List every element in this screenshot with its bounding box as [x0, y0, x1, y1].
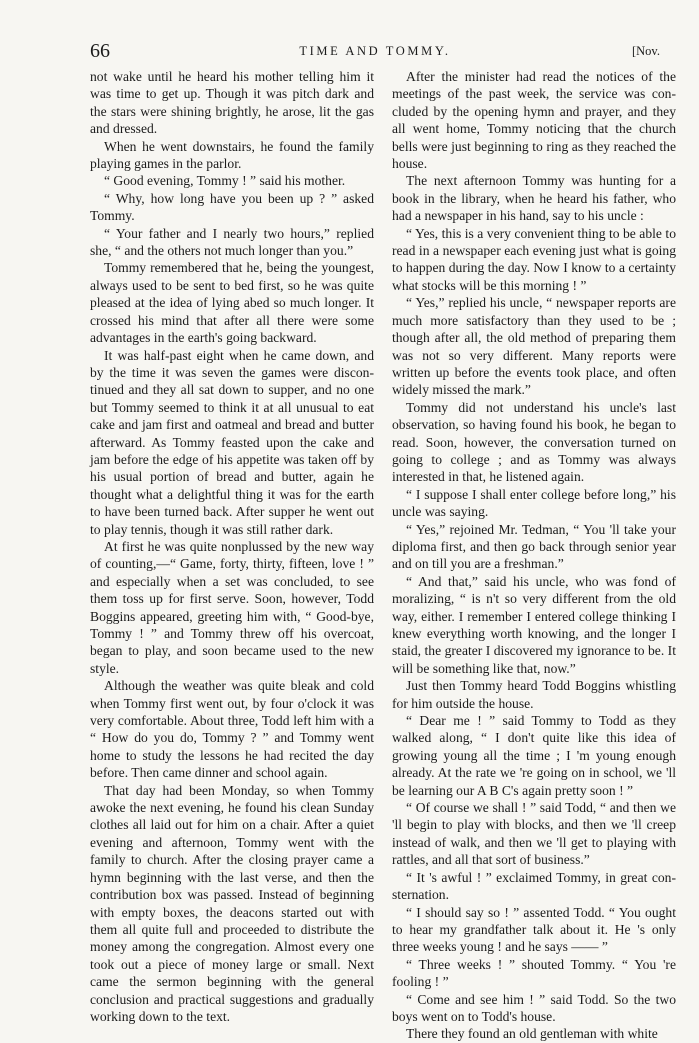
paragraph: That day had been Monday, so when Tommy awoke the next evening, he found his clean Sunday clothes all laid out for him on a chair. After a quiet evening and afternoon, Tommy went with the family to church. After the closing prayer came a hymn beginning with the last verse, and then the contribution box was passed. Instead of beginning with empty boxes, the deacons started out with them all quite full and proceeded to distribute the money among the congregation. Almost every one took out a piece of money large or small. Next came the sermon beginning with the general conclusion and practical suggestions and gradually working down to the text.: [90, 782, 374, 1024]
right-column: [392, 68, 676, 1043]
page-number: 66: [90, 40, 110, 62]
paragraph: Although the weather was quite bleak and cold when Tommy first went out, by four o'clock it was very comfortable. About three, Todd left him with a “ How do you do, Tommy ? ” and Tommy went home to study the lessons he had recited the day before. Then came dinner and school again.: [90, 678, 374, 781]
paragraph: There they found an old gentleman with white: [406, 1026, 658, 1042]
paragraph: “ Yes,” replied his uncle, “ newspaper reports are much more satisfactory than they used to be ; though after all, the old method of preparing them was not so very different. Many reports were written up before the events took place, and often widely missed the mark.”: [392, 295, 676, 398]
paragraph: “ It 's awful ! ” exclaimed Tommy, in great consternation.: [392, 869, 676, 903]
paragraph: “ Yes,” rejoined Mr. Tedman, “ You 'll take your diploma first, and then go back through senior year and on till you are a freshman.”: [392, 521, 676, 572]
paragraph: “ And that,” said his uncle, who was fond of moralizing, “ is n't so very different from the old way, either. I remember I entered college thinking I knew everything worth knowing, and the longer I staid, the greater I discovered my ignorance to be. It will be something like that, now.”: [392, 573, 676, 676]
issue-month: [Nov.: [631, 44, 660, 58]
paragraph: Tommy remembered that he, being the youngest, always used to be sent to bed first, so he was quite pleased at the idea of lying abed so much longer. It crossed his mind that after all there were some advantages in the earth's going backward.: [90, 260, 374, 346]
paragraph: “ Good evening, Tommy ! ” said his mother.: [104, 173, 346, 189]
paragraph: The next afternoon Tommy was hunting for a book in the library, when he heard his father, who had a newspaper in his hand, say to his uncle :: [392, 173, 676, 224]
paragraph: not wake until he heard his mother telling him it was time to get up. Though it was pitch dark and the stars were shining brightly, he arose, lit the gas and dressed.: [90, 69, 374, 137]
paragraph: “ Three weeks ! ” shouted Tommy. “ You 're fooling ! ”: [392, 956, 676, 990]
paragraph: When he went downstairs, he found the family playing games in the parlor.: [90, 138, 374, 172]
running-title: TIME AND TOMMY.: [299, 44, 451, 58]
paragraph: “ Why, how long have you been up ? ” asked Tommy.: [90, 190, 374, 224]
paragraph: It was half-past eight when he came down, and by the time it was seven the games were discontinued and they all sat down to supper, and no one but Tommy seemed to think it at all unusual to eat cake and jam first and oatmeal and bread and butter afterward. As Tommy feasted upon the cake and jam before the edge of his appetite was taken off by his usual portion of bread and butter, again he thought what a delightful thing it was for the earth to have been turned back. After supper he went out to play tennis, though it was still rather dark.: [90, 347, 374, 537]
left-column: [90, 68, 374, 1025]
paragraph: Tommy did not understand his uncle's last observation, so having found his book, he began to read. Soon, however, the conversation turned on going to college ; and as Tommy was always interested in that, he listened again.: [392, 399, 676, 485]
paragraph: “ I suppose I shall enter college before long,” his uncle was saying.: [392, 486, 676, 520]
paragraph: “ Yes, this is a very convenient thing to be able to read in a newspaper each evening just what is going to happen during the day. Now I know to a certainty what stocks will be this morning ! ”: [392, 225, 676, 293]
paragraph: After the minister had read the notices of the meetings of the past week, the service was concluded by the opening hymn and prayer, and they all went home, Tommy noticing that the church bells were just beginning to ring as they reached the house.: [392, 69, 676, 172]
page-header: [90, 40, 660, 64]
paragraph: “ Dear me ! ” said Tommy to Todd as they walked along, “ I don't quite like this idea of growing young all the time ; I 'm young enough already. At the rate we 're going on in school, we 'll be learning our A B C's again pretty soon ! ”: [392, 713, 676, 798]
paragraph: “ Come and see him ! ” said Todd. So the two boys went on to Todd's house.: [392, 991, 676, 1024]
paragraph: “ Your father and I nearly two hours,” replied she, “ and the others not much longer than you.”: [90, 225, 374, 259]
paragraph: “ I should say so ! ” assented Todd. “ You ought to hear my grandfather talk about it. He 's only three weeks young ! and he says —— ”: [392, 904, 676, 955]
paragraph: “ Of course we shall ! ” said Todd, “ and then we 'll begin to play with blocks, and then we 'll creep instead of walk, and then we 'll get to playing with rattles, and all that sort of business.”: [392, 800, 676, 868]
paragraph: At first he was quite nonplussed by the new way of counting,—“ Game, forty, thirty, fifteen, love ! ” and especially when a set was concluded, to see them toss up for first serve. Soon, however, Todd Boggins appeared, greeting him with, “ Good-bye, Tommy ! ” and Tommy threw off his overcoat, began to play, and soon became used to the new style.: [90, 538, 374, 676]
paragraph: Just then Tommy heard Todd Boggins whistling for him outside the house.: [392, 678, 676, 711]
